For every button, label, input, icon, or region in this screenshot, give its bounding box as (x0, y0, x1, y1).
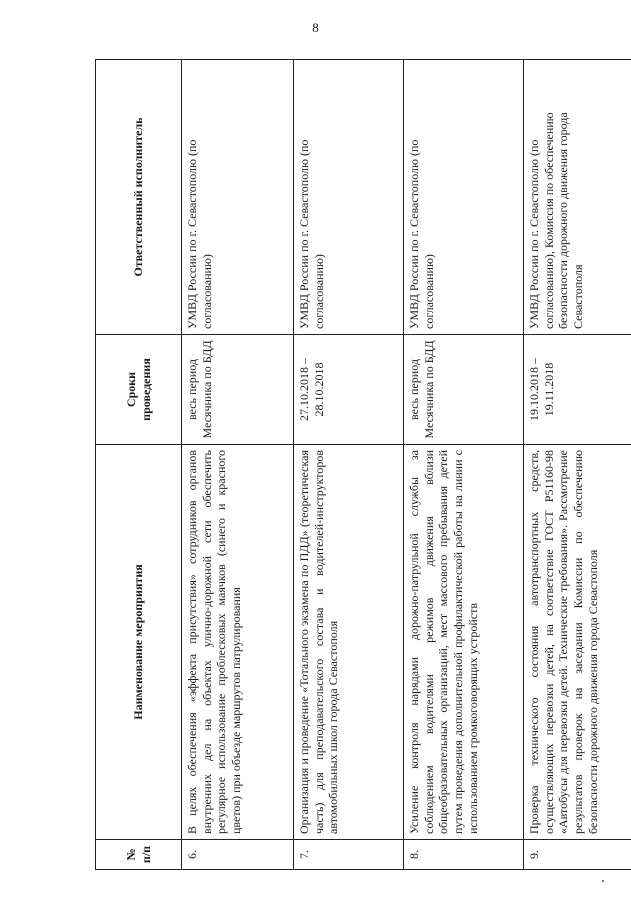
row-name: В целях обеспечения «эффекта присутствия» сотрудников органов внутренних дел на объектах улично-дорожной сети обеспечить регулярное использование проблесковых маячков (синего и красного цветов) при объезде маршрутов патрулирования (182, 445, 294, 840)
measures-table (95, 59, 631, 870)
row-number: 9. (524, 840, 631, 870)
scan-speck (602, 880, 604, 882)
row-number: 6. (182, 840, 294, 870)
row-responsible: УМВД России по г. Севастополю (по согласованию) (294, 60, 404, 335)
row-term: весь период Месячника по БДД (182, 335, 294, 445)
table-wrapper (95, 60, 631, 870)
header-name: Наименование мероприятия (96, 445, 182, 840)
row-term: 27.10.2018 – 28.10.2018 (294, 335, 404, 445)
header-term: Сроки проведения (96, 335, 182, 445)
row-responsible: УМВД России по г. Севастополю (по согласованию), Комиссия по обеспечению безопасности дорожного движения города Севастополя (524, 60, 631, 335)
row-number: 7. (294, 840, 404, 870)
row-term: 19.10.2018 – 19.11.2018 (524, 335, 631, 445)
page-number: 8 (312, 20, 319, 35)
row-name: Усиление контроля нарядами дорожно-патрульной службы за соблюдением водителями режимов движения вблизи общеобразовательных организаций, мест массового пребывания детей путем проведения дополнительной профилактической работы на линии с использованием громкоговорящих устройств (404, 445, 524, 840)
table-header-row (96, 60, 182, 870)
row-number: 8. (404, 840, 524, 870)
row-responsible: УМВД России по г. Севастополю (по согласованию) (182, 60, 294, 335)
rotated-table-container (95, 60, 631, 870)
row-name: Проверка технического состояния автотранспортных средств, осуществляющих перевозки детей, на соответствие ГОСТ Р51160-98 «Автобусы для перевозки детей. Технические требования». Рассмотрение результатов проверок на заседании Комиссии по обеспечению безопасности дорожного движения города Севастополя (524, 445, 631, 840)
table-row (404, 60, 524, 870)
header-responsible: Ответственный исполнитель (96, 60, 182, 335)
table-row (294, 60, 404, 870)
row-term: весь период Месячника по БДД (404, 335, 524, 445)
table-row (182, 60, 294, 870)
header-number: № п/п (96, 840, 182, 870)
row-name: Организация и проведение «Тотального экзамена по ПДД» (теоретическая часть) для преподавательского состава и водителей-инструкторов автомобильных школ города Севастополя (294, 445, 404, 840)
table-row (524, 60, 631, 870)
row-responsible: УМВД России по г. Севастополю (по согласованию) (404, 60, 524, 335)
